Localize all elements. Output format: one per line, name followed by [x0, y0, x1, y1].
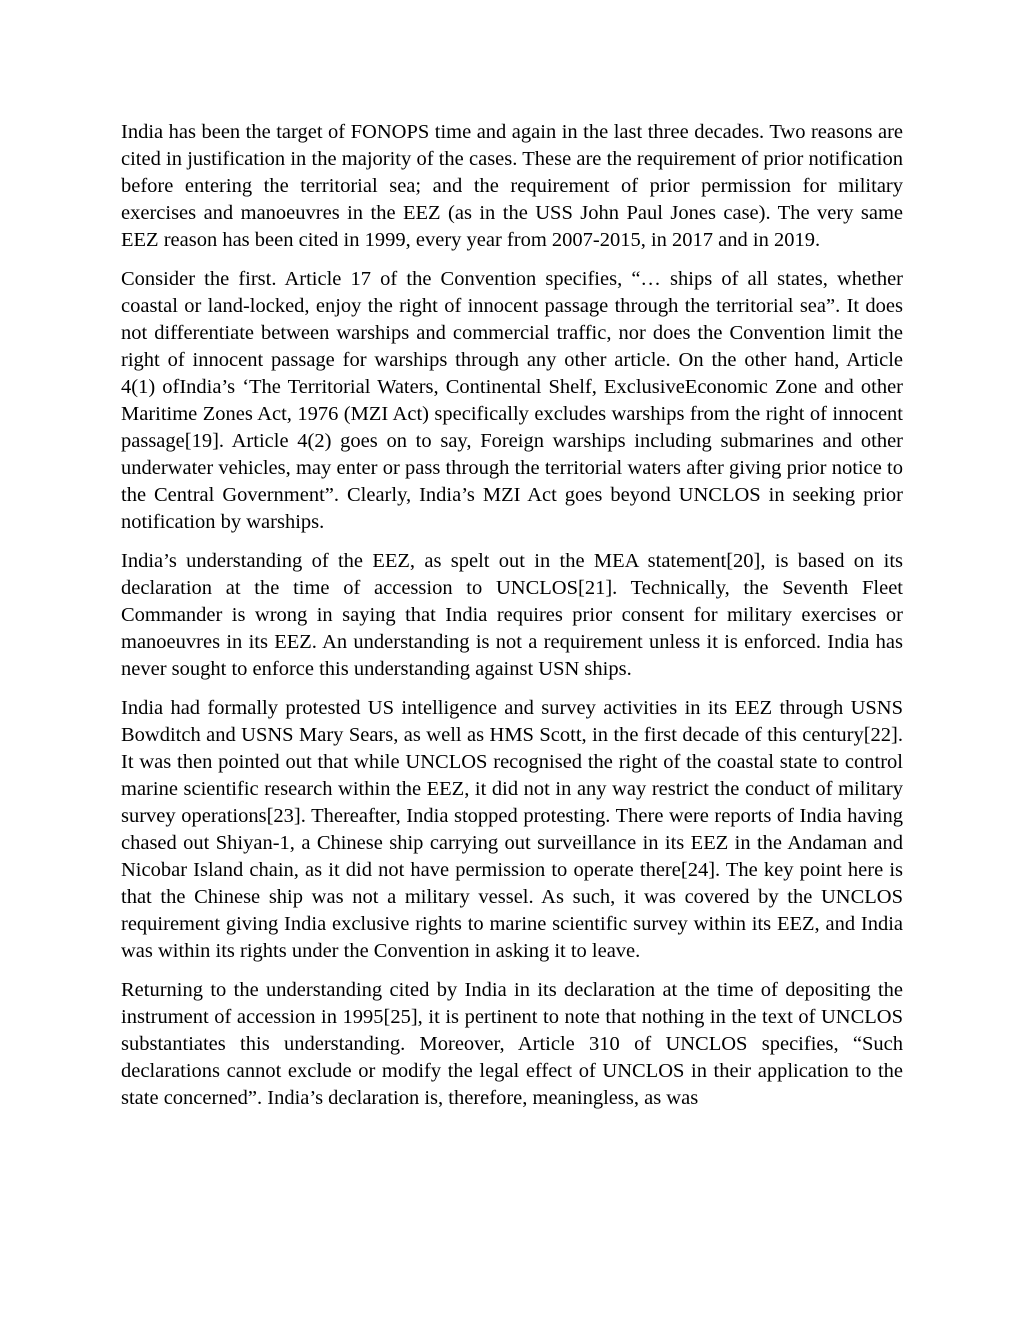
document-page [121, 119, 903, 1124]
paragraph-declaration-accession: Returning to the understanding cited by India in its declaration at the time of depositing the instrument of accession in 1995[25], it is pertinent to note that nothing in the text of UNCLOS substantiates this understanding. Moreover, Article 310 of UNCLOS specifies, “Such declarations cannot exclude or modify the legal effect of UNCLOS in their application to the state concerned”. India’s declaration is, therefore, meaningless, as was [121, 979, 903, 1109]
paragraph-survey-protests: India had formally protested US intelligence and survey activities in its EEZ through USNS Bowditch and USNS Mary Sears, as well as HMS Scott, in the first decade of this century[22]. It was then pointed out that while UNCLOS recognised the right of the coastal state to control marine scientific research within the EEZ, it did not in any way restrict the conduct of military survey operations[23]. Thereafter, India stopped protesting. There were reports of India having chased out Shiyan-1, a Chinese ship carrying out surveillance in its EEZ in the Andaman and Nicobar Island chain, as it did not have permission to operate there[24]. The key point here is that the Chinese ship was not a military vessel. As such, it was covered by the UNCLOS requirement giving India exclusive rights to marine scientific survey within its EEZ, and India was within its rights under the Convention in asking it to leave. [121, 697, 903, 962]
paragraph-innocent-passage: Consider the first. Article 17 of the Convention specifies, “… ships of all states, whether coastal or land-locked, enjoy the right of innocent passage through the territorial sea”. It does not differentiate between warships and commercial traffic, nor does the Convention limit the right of innocent passage for warships through any other article. On the other hand, Article 4(1) ofIndia’s ‘The Territorial Waters, Continental Shelf, ExclusiveEconomic Zone and other Maritime Zones Act, 1976 (MZI Act) specifically excludes warships from the right of innocent passage[19]. Article 4(2) goes on to say, Foreign warships including submarines and other underwater vehicles, may enter or pass through the territorial waters after giving prior notice to the Central Government”. Clearly, India’s MZI Act goes beyond UNCLOS in seeking prior notification by warships. [121, 268, 903, 533]
paragraph-eez-understanding: India’s understanding of the EEZ, as spelt out in the MEA statement[20], is based on its declaration at the time of accession to UNCLOS[21]. Technically, the Seventh Fleet Commander is wrong in saying that India requires prior consent for military exercises or manoeuvres in its EEZ. An understanding is not a requirement unless it is enforced. India has never sought to enforce this understanding against USN ships. [121, 550, 903, 680]
paragraph-fonops-targets: India has been the target of FONOPS time and again in the last three decades. Two reasons are cited in justification in the majority of the cases. These are the requirement of prior notification before entering the territorial sea; and the requirement of prior permission for military exercises and manoeuvres in the EEZ (as in the USS John Paul Jones case). The very same EEZ reason has been cited in 1999, every year from 2007-2015, in 2017 and in 2019. [121, 121, 903, 251]
